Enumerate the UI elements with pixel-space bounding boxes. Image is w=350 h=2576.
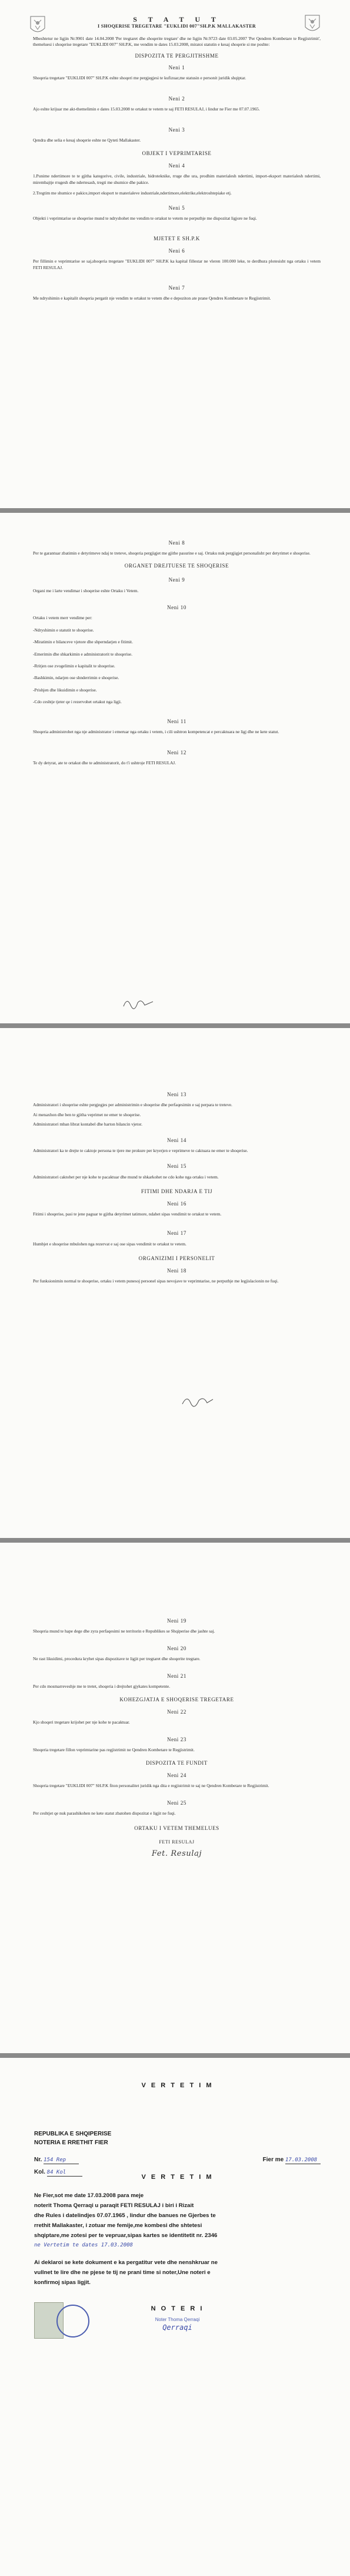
notary-text-line: ne Vertetim te dates 17.03.2008 bbox=[34, 2242, 133, 2248]
article-4-item-2: 2.Tregtim me shumice e pakice,import eksport te materialeve industriale,ndertimore,elektrike,elektroshtepiake etj. bbox=[33, 190, 232, 196]
article-17-heading: Neni 17 bbox=[167, 1230, 186, 1237]
article-2-text: Ajo eshte krijuar me akt-themelimin e dates 15.03.2008 te ortakut te vetem te saj FETI RESULAJ, i lindur ne Fier me 07.07.1965. bbox=[33, 106, 260, 112]
article-23-heading: Neni 23 bbox=[167, 1736, 186, 1742]
notary-text-line: shqiptare,me zotesi per te vepruar,sipas kartes se identitetit nr. 2346 bbox=[34, 2232, 218, 2239]
article-6-heading: Neni 6 bbox=[168, 247, 185, 254]
article-5-text: Objekti i veprimtarise se shoqerise mund te ndryshohet me vendim te ortakut te vetem ne perputhje me dispozitat ligjore ne fuqi. bbox=[33, 215, 257, 221]
section-heading-owner: ORTAKU I VETEM THEMELUES bbox=[134, 1825, 219, 1831]
article-12-heading: Neni 12 bbox=[167, 749, 186, 755]
article-10-item: -Miratimin e bilanceve vjetore dhe shperndarjen e fitimit. bbox=[33, 639, 133, 645]
notary-text-line: Ai deklaroi se kete dokument e ka pergatitur vete dhe nenshkruar ne bbox=[34, 2259, 218, 2266]
article-2-heading: Neni 2 bbox=[168, 95, 185, 102]
place-date-value: 17.03.2008 bbox=[285, 2157, 321, 2164]
statute-title: S T A T U T bbox=[133, 15, 221, 23]
owner-signature: Fet. Resulaj bbox=[151, 1849, 202, 1859]
notary-seal-icon bbox=[56, 2305, 89, 2337]
article-16-text: Fitimi i shoqerise, pasi te jene paguar te gjitha detyrimet tatimore, ndahet sipas vendimit te ortakut te vetem. bbox=[33, 1211, 222, 1217]
article-22-heading: Neni 22 bbox=[167, 1708, 186, 1715]
section-heading-staff: ORGANIZIMI I PERSONELIT bbox=[138, 1255, 215, 1262]
volume-value: 84 Kol bbox=[47, 2169, 82, 2177]
volume-line: Kol. 84 Kol bbox=[34, 2168, 321, 2177]
article-10-intro: Ortaku i vetem merr vendime per: bbox=[33, 615, 92, 621]
notary-title: N O T E R I bbox=[151, 2305, 204, 2312]
document-page-1 bbox=[0, 0, 350, 508]
article-24-heading: Neni 24 bbox=[167, 1772, 186, 1778]
notary-text-line: vullnet te lire dhe ne pjese te tij ne prani time si noter,Une noteri e bbox=[34, 2269, 211, 2276]
section-heading-duration: KOHEZGJATJA E SHOQERISE TREGETARE bbox=[119, 1697, 234, 1703]
statute-subtitle: I SHOQERISE TREGETARE "EUKLIDI 007"SH.P.K MALLAKASTER bbox=[98, 23, 256, 29]
notary-text-line: konfirmoj sipas ligjit. bbox=[34, 2279, 91, 2286]
notary-text-line: rrethit Mallakaster, i zotuar me femije,me kombesi dhe shtetesi bbox=[34, 2222, 202, 2229]
article-3-heading: Neni 3 bbox=[168, 126, 185, 133]
section-heading-final: DISPOZITA TE FUNDIT bbox=[145, 1760, 208, 1766]
document-page-3 bbox=[0, 1028, 350, 1538]
article-10-item: -Bashkimin, ndarjen ose shnderrimin e shoqerise. bbox=[33, 675, 119, 681]
article-9-text: Organi me i larte vendimar i shoqerise eshte Ortaku i Vetem. bbox=[33, 587, 139, 593]
article-10-item: -Rritjen ose zvogelimin e kapitalit te shoqerise. bbox=[33, 663, 115, 669]
article-12-text: Te dy detyrat, ate te ortakut dhe te administratorit, do t'i ushtroje FETI RESULAJ. bbox=[33, 760, 176, 765]
article-13-text-c: Administratori mban librat kontabel dhe harton bilancin vjetor. bbox=[33, 1121, 142, 1127]
article-4-item-1: 1.Punime ndertimore te te gjitha kategorive, civile, industriale, hidroteknike, rruge dhe ura, prodhim materialesh ndertimi, import-eksport materialesh ndertimi, mirembajtje rrugesh dhe ndertesash, tregti me shumice dhe pakice. bbox=[33, 173, 321, 185]
article-1-text: Shoqeria tregetare "EUKLIDI 007" SH.P.K eshte shoqeri me pergjegjesi te kufizuar,me statusin e personit juridik shqiptar. bbox=[33, 75, 246, 81]
article-19-text: Shoqeria mund te hape dege dhe zyra perfaqesimi ne territorin e Republikes se Shqiperise dhe jashte saj. bbox=[33, 1628, 215, 1634]
article-23-text: Shoqeria tregetare fillon veprimtarine pas regjistrimit ne Qendren Kombetare te Regjistrimit. bbox=[33, 1747, 195, 1753]
article-10-item: -Ndryshimin e statutit te shoqerise. bbox=[33, 627, 94, 633]
signature-page-2-icon bbox=[121, 995, 156, 1011]
article-4-heading: Neni 4 bbox=[168, 162, 185, 169]
article-25-text: Per ceshtjet qe nuk parashikohen ne kete statut zbatohen dispozitat e ligjit ne fuqi. bbox=[33, 1811, 176, 1816]
article-7-text: Me ndryshimin e kapitalit shoqeria pergatit nje vendim te ortakut te vetem dhe e depoziton ate prane Qendres Kombetare te Regjistrimit. bbox=[33, 295, 271, 301]
article-8-heading: Neni 8 bbox=[168, 540, 185, 546]
signature-page-3-icon bbox=[180, 1393, 215, 1410]
article-14-text: Administratori ka te drejte te caktoje persona te tjere me prokure per kryerjen e veprimeve te caktuara ne emer te shoqerise. bbox=[33, 1148, 248, 1154]
notary-text-line: Ne Fier,sot me date 17.03.2008 para meje bbox=[34, 2192, 144, 2199]
article-24-text: Shoqeria tregetare "EUKLIDI 007" SH.P.K fiton personalitet juridik nga dita e regjistrimit te saj ne Qendren Kombetare te Regjistrimit. bbox=[33, 1783, 269, 1789]
document-page-4 bbox=[0, 1543, 350, 2053]
article-16-heading: Neni 16 bbox=[167, 1200, 186, 1207]
article-18-heading: Neni 18 bbox=[167, 1267, 186, 1274]
document-page-5-notary bbox=[0, 2058, 350, 2576]
owner-name: FETI RESULAJ bbox=[159, 1839, 195, 1845]
article-21-text: Per cdo mosmarreveshje me te tretet, shoqeria i drejtohet gjykates kompetente. bbox=[33, 1684, 171, 1690]
article-1-heading: Neni 1 bbox=[168, 65, 185, 71]
register-number-line: Nr. 154 Rep bbox=[34, 2155, 79, 2164]
notary-text-line: dhe Rules i datelindjes 07.07.1965 , lindur dhe banues ne Gjerbes te bbox=[34, 2212, 216, 2219]
document-page-2 bbox=[0, 513, 350, 1023]
article-11-heading: Neni 11 bbox=[167, 718, 186, 724]
section-heading-object: OBJEKT I VEPRIMTARISE bbox=[142, 150, 212, 157]
article-10-heading: Neni 10 bbox=[167, 604, 186, 611]
article-25-heading: Neni 25 bbox=[167, 1799, 186, 1806]
article-15-heading: Neni 15 bbox=[167, 1163, 186, 1170]
article-5-heading: Neni 5 bbox=[168, 204, 185, 211]
article-22-text: Kjo shoqeri tregetare krijohet per nje kohe te pacaktuar. bbox=[33, 1719, 130, 1725]
article-19-heading: Neni 19 bbox=[167, 1618, 186, 1624]
notary-name-stamp: Noter Thoma Qerraqi bbox=[155, 2317, 200, 2322]
section-heading-assets: MJETET E SH.P.K bbox=[154, 236, 200, 242]
article-17-text: Humbjet e shoqerise mbulohen nga rezervat e saj ose sipas vendimit te ortakut te vetem. bbox=[33, 1241, 186, 1247]
article-8-text: Per te garantuar zbatimin e detyrimeve ndaj te treteve, shoqeria pergjigjet me gjithe pasurine e saj. Ortaku nuk pergjigjet personalisht per detyrimet e shoqerise. bbox=[33, 550, 311, 556]
article-7-heading: Neni 7 bbox=[168, 284, 185, 291]
article-21-heading: Neni 21 bbox=[167, 1672, 186, 1679]
verification-heading: V E R T E T I M bbox=[141, 2174, 214, 2181]
section-heading-general: DISPOZITA TE PERGJITHSHME bbox=[135, 52, 219, 59]
verification-title: V E R T E T I M bbox=[141, 2082, 214, 2089]
article-13-heading: Neni 13 bbox=[167, 1091, 186, 1097]
article-11-text: Shoqeria administrohet nga nje administrator i emeruar nga ortaku i vetem, i cili ushtron kompetencat e percaktuara ne ligj dhe ne kete statut. bbox=[33, 729, 279, 735]
article-15-text: Administratori caktohet per nje kohe te pacaktuar dhe mund te shkarkohet ne cdo kohe nga ortaku i vetem. bbox=[33, 1174, 219, 1180]
register-number-value: 154 Rep bbox=[44, 2157, 79, 2164]
place-date-line: Fier me 17.03.2008 bbox=[263, 2155, 321, 2164]
article-10-item: -Cdo ceshtje tjeter qe i rezervohet ortakut nga ligji. bbox=[33, 699, 122, 705]
republic-heading: REPUBLIKA E SHQIPERISE bbox=[34, 2131, 112, 2137]
notary-office-heading: NOTERIA E RRETHIT FIER bbox=[34, 2140, 108, 2146]
article-10-item: -Emerimin dhe shkarkimin e administratorit te shoqerise. bbox=[33, 651, 132, 657]
article-6-text: Per fillimin e veprimtarise se saj,shoqeria tregetare "EUKLIDI 007" SH.P.K ka kapital fillestar ne vleren 100.000 leke, te derdhura plotesisht nga ortaku i vetem FETI RESULAJ. bbox=[33, 258, 321, 270]
notary-text-line: noterit Thoma Qerraqi u paraqit FETI RESULAJ i biri i Rizait bbox=[34, 2202, 194, 2209]
article-14-heading: Neni 14 bbox=[167, 1137, 186, 1143]
article-20-heading: Neni 20 bbox=[167, 1645, 186, 1651]
article-10-item: -Prishjen dhe likuidimin e shoqerise. bbox=[33, 687, 97, 693]
article-9-heading: Neni 9 bbox=[168, 577, 185, 583]
notary-signature: Qerraqi bbox=[162, 2323, 192, 2332]
article-3-text: Qendra dhe selia e kesaj shoqerie eshte ne Qyteti Mallakaster. bbox=[33, 137, 141, 143]
article-13-text-a: Administratori i shoqerise eshte pergjegjes per administrimin e shoqerise dhe perfaqesimin e saj perpara te treteve. bbox=[33, 1102, 232, 1108]
article-18-text: Per funksionimin normal te shoqerise, ortaku i vetem punesoj personel sipas nevojave te veprimtarise, ne perputhje me legjislacionin ne fuqi. bbox=[33, 1278, 279, 1284]
article-20-text: Ne rast likuidimi, procedura kryhet sipas dispozitave te ligjit per tregtaret dhe shoqerite tregtare. bbox=[33, 1656, 201, 1662]
section-heading-profit: FITIMI DHE NDARJA E TIJ bbox=[141, 1188, 213, 1195]
article-13-text-b: Ai menaxhon dhe ben te gjitha veprimet ne emer te shoqerise. bbox=[33, 1111, 141, 1117]
intro-paragraph: Mbeshtetur ne ligjin Nr.9901 date 14.04.2008 'Per tregtaret dhe shoqerite tregtare' dhe ne ligjin Nr.9723 date 03.05.2007 'Per Qendren Kombetare te Regjistrimit', themeluesi i shoqerise tregetare "EUKLIDI 007" SH.P.K, me vendim te dates 15.03.2008, miratoi statutin e kesaj shoqerie si me poshte: bbox=[33, 35, 321, 48]
section-heading-organs: ORGANET DREJTUESE TE SHOQERISE bbox=[124, 562, 229, 569]
